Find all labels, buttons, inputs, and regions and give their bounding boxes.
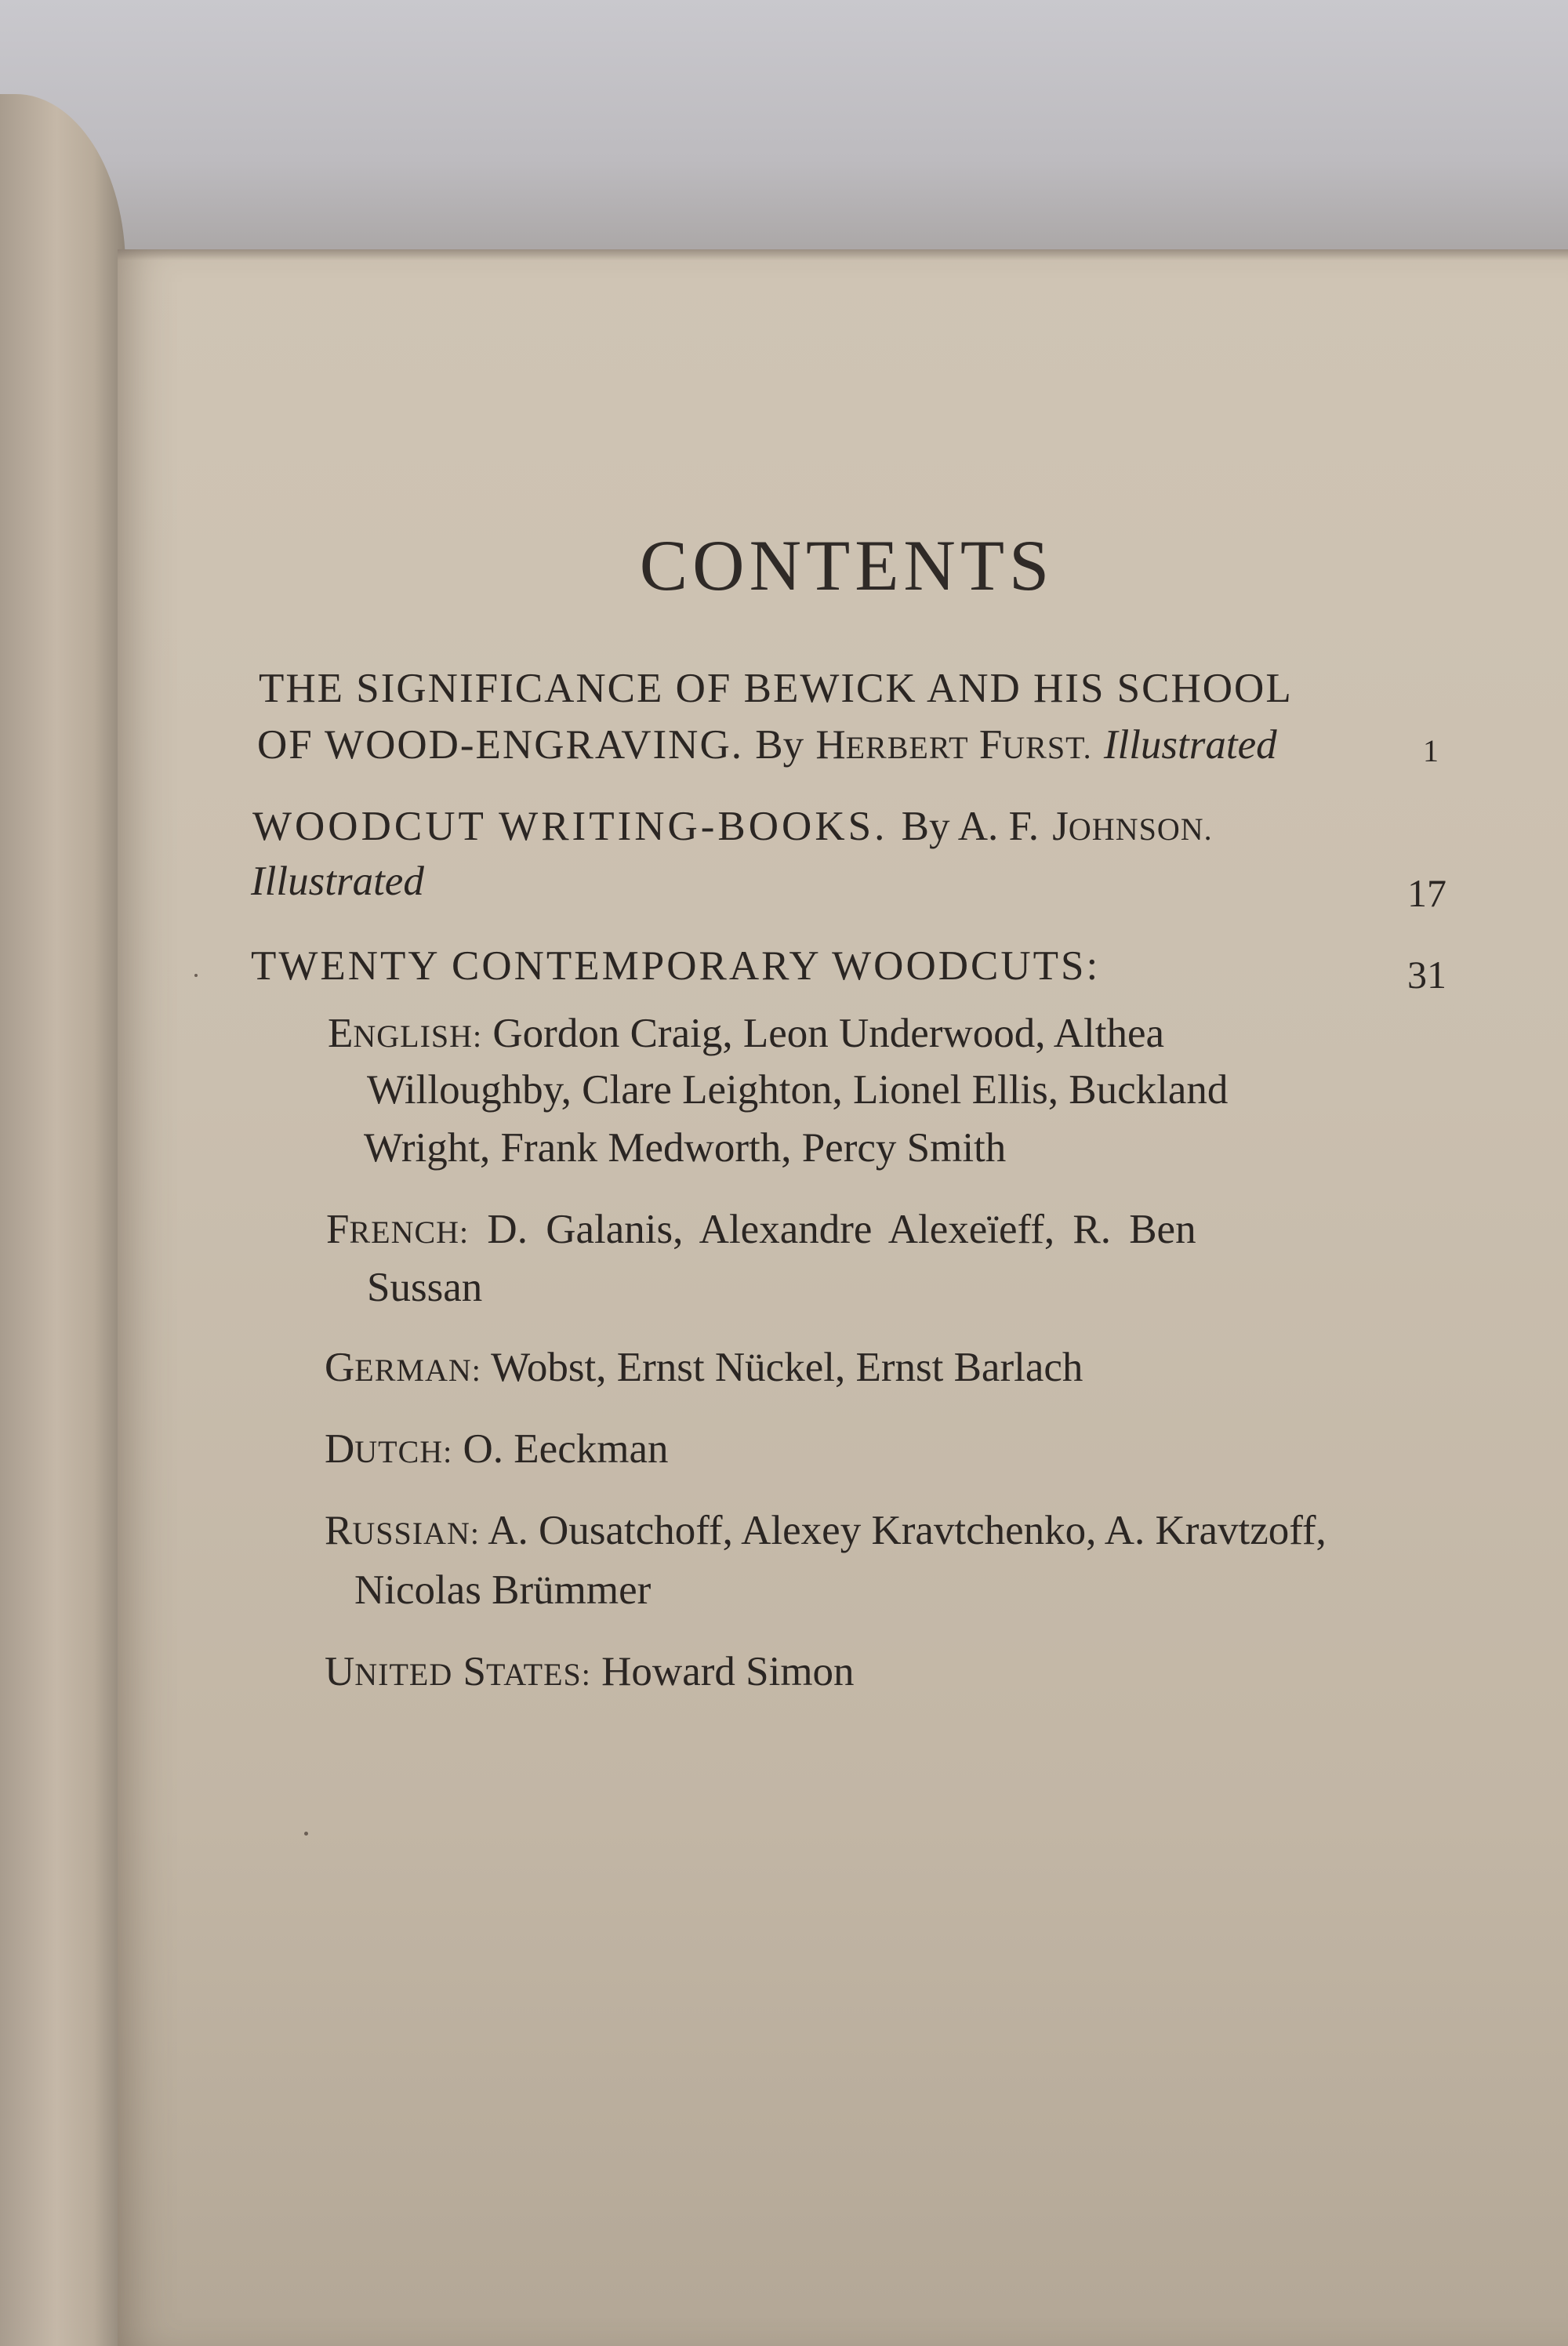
entry-1-by: By <box>755 722 804 768</box>
entry-1-author <box>815 722 1091 768</box>
label-rest: ERMAN: <box>354 1353 481 1388</box>
label-initial: D <box>325 1426 355 1472</box>
facing-page-edge <box>0 94 125 2346</box>
label-initial: E <box>328 1011 354 1056</box>
label-initial: G <box>325 1345 355 1390</box>
nationality-french-line-1 <box>326 1209 1196 1251</box>
entry-2-illustrated: Illustrated <box>251 859 424 904</box>
entry-2-by: By A. F. <box>901 804 1040 849</box>
author-rest: URST. <box>1002 730 1092 765</box>
label-rest: UTCH: <box>354 1434 453 1469</box>
background-surface <box>0 0 1568 267</box>
nationality-dutch-line-1 <box>325 1426 669 1472</box>
nationality-label-united-states <box>325 1649 591 1694</box>
nationality-label-german <box>325 1345 481 1390</box>
nationality-german-line-1 <box>325 1347 1083 1389</box>
paper-speck <box>304 1832 308 1836</box>
label-initial: U <box>325 1649 355 1694</box>
nationality-label-dutch <box>325 1426 452 1472</box>
entry-1-line-1 <box>259 668 1293 710</box>
entry-1-title-part-2: OF WOOD-ENGRAVING. <box>257 722 743 768</box>
nationality-label-english <box>328 1011 482 1056</box>
author-rest: OHNSON. <box>1068 812 1213 847</box>
nationality-russian-line-2: Nicolas Brümmer <box>354 1567 652 1613</box>
entry-1-page-number: 1 <box>1423 733 1439 768</box>
nationality-label-russian <box>325 1508 480 1553</box>
author-rest: ERBERT <box>845 730 969 765</box>
entry-2-line-1 <box>252 806 1213 848</box>
nationality-english-line-2: Willoughby, Clare Leighton, Lionel Ellis, Buckland <box>367 1067 1229 1113</box>
nationality-united-states-line-1 <box>325 1651 855 1693</box>
artist-names: O. Eeckman <box>463 1426 669 1472</box>
label-initial: R <box>325 1508 353 1553</box>
label-rest: USSIAN: <box>352 1516 480 1551</box>
nationality-english-line-3: Wright, Frank Medworth, Percy Smith <box>364 1125 1007 1171</box>
contents-heading: CONTENTS <box>639 525 1054 605</box>
label-initial: S <box>463 1649 486 1694</box>
artist-names: Howard Simon <box>601 1649 855 1694</box>
author-initial: J <box>1052 804 1069 849</box>
label-rest: NITED <box>354 1657 453 1692</box>
label-rest: NGLISH: <box>353 1019 483 1054</box>
entry-2-page-number: 17 <box>1407 871 1446 915</box>
entry-1-title-part-1: THE SIGNIFICANCE OF BEWICK AND HIS SCHOOL <box>259 666 1293 711</box>
entry-2-title: WOODCUT WRITING-BOOKS. <box>252 804 888 849</box>
page-top-shadow <box>118 249 1568 260</box>
nationality-english-line-1 <box>328 1013 1164 1055</box>
nationality-french-line-2: Sussan <box>367 1265 483 1310</box>
nationality-label-french <box>326 1207 469 1252</box>
label-initial: F <box>326 1207 350 1252</box>
artist-names: Wobst, Ernst Nückel, Ernst Barlach <box>491 1345 1083 1390</box>
nationality-russian-line-1 <box>325 1510 1327 1552</box>
artist-names: Gordon Craig, Leon Underwood, Althea <box>492 1011 1165 1056</box>
paper-speck <box>194 974 198 977</box>
label-rest: TATES: <box>485 1657 591 1692</box>
entry-3-page-number: 31 <box>1407 953 1446 997</box>
entry-1-illustrated: Illustrated <box>1103 722 1277 768</box>
label-rest: RENCH: <box>349 1215 470 1250</box>
entry-1-line-2 <box>257 724 1277 766</box>
entry-3-line-1: TWENTY CONTEMPORARY WOODCUTS: <box>251 943 1101 989</box>
author-initial: F <box>978 722 1003 768</box>
author-initial: H <box>815 722 846 768</box>
entry-2-author <box>1052 804 1212 849</box>
artist-names: A. Ousatchoff, Alexey Kravtchenko, A. Kravtzoff, <box>488 1508 1327 1553</box>
artist-names: D. Galanis, Alexandre Alexeïeff, R. Ben <box>487 1207 1196 1252</box>
